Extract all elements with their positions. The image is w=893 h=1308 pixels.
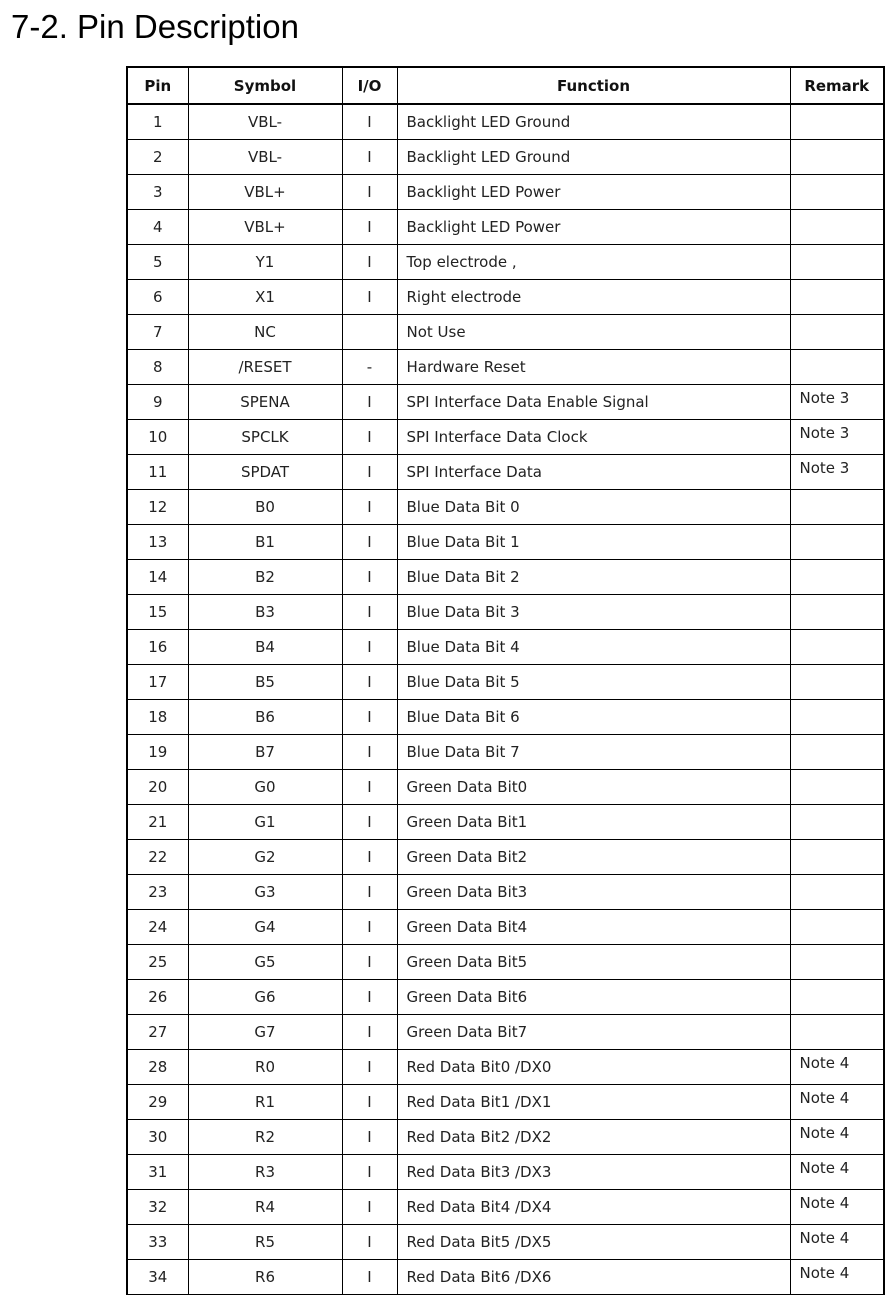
io-cell: I [342,735,397,770]
table-row [127,525,884,560]
io-cell: I [342,1155,397,1190]
remark-cell [790,1015,884,1050]
remark-cell [790,805,884,840]
io-cell: I [342,455,397,490]
pin-cell: 30 [127,1120,188,1155]
symbol-cell: G7 [188,1015,342,1050]
symbol-cell: NC [188,315,342,350]
io-cell: I [342,840,397,875]
symbol-cell: B7 [188,735,342,770]
pin-cell: 18 [127,700,188,735]
table-row [127,875,884,910]
pin-cell: 29 [127,1085,188,1120]
remark-cell [790,245,884,280]
remark-cell [790,210,884,245]
remark-cell [790,560,884,595]
io-cell: I [342,665,397,700]
pin-cell: 34 [127,1260,188,1295]
table-row [127,490,884,525]
table-row [127,350,884,385]
symbol-cell: SPDAT [188,455,342,490]
io-cell: I [342,945,397,980]
table-row [127,595,884,630]
remark-cell: Note 4 [790,1190,884,1225]
symbol-cell: VBL- [188,104,342,140]
table-row [127,315,884,350]
remark-cell [790,350,884,385]
pin-cell: 33 [127,1225,188,1260]
function-cell: Red Data Bit4 /DX4 [397,1190,790,1225]
remark-cell: Note 3 [790,420,884,455]
table-row [127,735,884,770]
io-cell: I [342,595,397,630]
io-cell: I [342,560,397,595]
function-cell: SPI Interface Data Clock [397,420,790,455]
function-cell: Not Use [397,315,790,350]
function-cell: Red Data Bit1 /DX1 [397,1085,790,1120]
io-cell: I [342,525,397,560]
symbol-cell: G4 [188,910,342,945]
symbol-cell: VBL+ [188,210,342,245]
symbol-cell: /RESET [188,350,342,385]
table-row [127,770,884,805]
remark-cell: Note 4 [790,1225,884,1260]
io-cell: I [342,104,397,140]
pin-cell: 12 [127,490,188,525]
io-cell: I [342,210,397,245]
symbol-cell: R2 [188,1120,342,1155]
io-cell: I [342,280,397,315]
table-row [127,420,884,455]
function-cell: SPI Interface Data Enable Signal [397,385,790,420]
io-cell: I [342,175,397,210]
pin-description-table [126,66,885,1295]
remark-cell [790,175,884,210]
table-body [127,104,884,1295]
symbol-cell: R4 [188,1190,342,1225]
symbol-cell: G2 [188,840,342,875]
function-cell: SPI Interface Data [397,455,790,490]
remark-cell: Note 4 [790,1050,884,1085]
function-cell: Green Data Bit3 [397,875,790,910]
remark-cell: Note 4 [790,1155,884,1190]
header-row [127,67,884,104]
function-cell: Green Data Bit4 [397,910,790,945]
io-cell: I [342,630,397,665]
remark-cell [790,630,884,665]
table-row [127,1190,884,1225]
remark-cell [790,980,884,1015]
header-pin: Pin [127,67,188,104]
pin-cell: 11 [127,455,188,490]
function-cell: Red Data Bit5 /DX5 [397,1225,790,1260]
io-cell: I [342,1015,397,1050]
io-cell: I [342,385,397,420]
io-cell: I [342,1190,397,1225]
table-row [127,1155,884,1190]
symbol-cell: VBL- [188,140,342,175]
remark-cell: Note 4 [790,1120,884,1155]
symbol-cell: B4 [188,630,342,665]
function-cell: Green Data Bit2 [397,840,790,875]
function-cell: Backlight LED Power [397,175,790,210]
symbol-cell: R3 [188,1155,342,1190]
remark-cell [790,525,884,560]
remark-cell [790,490,884,525]
symbol-cell: B5 [188,665,342,700]
function-cell: Right electrode [397,280,790,315]
function-cell: Blue Data Bit 4 [397,630,790,665]
io-cell: I [342,1050,397,1085]
io-cell: I [342,245,397,280]
function-cell: Red Data Bit2 /DX2 [397,1120,790,1155]
symbol-cell: G5 [188,945,342,980]
pin-cell: 9 [127,385,188,420]
io-cell: I [342,875,397,910]
remark-cell [790,665,884,700]
remark-cell [790,875,884,910]
table-row [127,385,884,420]
pin-cell: 3 [127,175,188,210]
table-row [127,560,884,595]
symbol-cell: R5 [188,1225,342,1260]
table-row [127,280,884,315]
table-row [127,910,884,945]
pin-cell: 17 [127,665,188,700]
function-cell: Blue Data Bit 7 [397,735,790,770]
table-header [127,67,884,104]
function-cell: Top electrode , [397,245,790,280]
remark-cell [790,945,884,980]
pin-cell: 6 [127,280,188,315]
io-cell: I [342,1260,397,1295]
function-cell: Backlight LED Power [397,210,790,245]
remark-cell [790,280,884,315]
table-row [127,1260,884,1295]
pin-cell: 26 [127,980,188,1015]
symbol-cell: G3 [188,875,342,910]
pin-cell: 8 [127,350,188,385]
table-row [127,700,884,735]
header-function: Function [397,67,790,104]
io-cell: I [342,1225,397,1260]
function-cell: Red Data Bit3 /DX3 [397,1155,790,1190]
symbol-cell: G0 [188,770,342,805]
pin-cell: 23 [127,875,188,910]
io-cell: I [342,770,397,805]
remark-cell [790,735,884,770]
table-row [127,245,884,280]
io-cell: - [342,350,397,385]
symbol-cell: G1 [188,805,342,840]
table-row [127,104,884,140]
remark-cell [790,315,884,350]
function-cell: Hardware Reset [397,350,790,385]
symbol-cell: VBL+ [188,175,342,210]
symbol-cell: R0 [188,1050,342,1085]
function-cell: Red Data Bit6 /DX6 [397,1260,790,1295]
io-cell: I [342,980,397,1015]
pin-cell: 19 [127,735,188,770]
remark-cell [790,700,884,735]
symbol-cell: X1 [188,280,342,315]
symbol-cell: Y1 [188,245,342,280]
function-cell: Green Data Bit6 [397,980,790,1015]
symbol-cell: B6 [188,700,342,735]
symbol-cell: R1 [188,1085,342,1120]
table-row [127,980,884,1015]
pin-cell: 32 [127,1190,188,1225]
pin-cell: 14 [127,560,188,595]
function-cell: Red Data Bit0 /DX0 [397,1050,790,1085]
pin-cell: 27 [127,1015,188,1050]
table-row [127,210,884,245]
symbol-cell: R6 [188,1260,342,1295]
function-cell: Green Data Bit0 [397,770,790,805]
io-cell [342,315,397,350]
remark-cell: Note 3 [790,455,884,490]
io-cell: I [342,910,397,945]
pin-cell: 2 [127,140,188,175]
table-row [127,840,884,875]
page-title: 7-2. Pin Description [11,8,299,45]
io-cell: I [342,490,397,525]
pin-cell: 13 [127,525,188,560]
remark-cell [790,770,884,805]
remark-cell [790,595,884,630]
symbol-cell: B0 [188,490,342,525]
symbol-cell: SPCLK [188,420,342,455]
pin-cell: 28 [127,1050,188,1085]
table-row [127,630,884,665]
io-cell: I [342,700,397,735]
table-row [127,665,884,700]
symbol-cell: SPENA [188,385,342,420]
pin-cell: 10 [127,420,188,455]
remark-cell: Note 4 [790,1085,884,1120]
symbol-cell: B3 [188,595,342,630]
pin-cell: 1 [127,104,188,140]
io-cell: I [342,1085,397,1120]
table-row [127,140,884,175]
pin-cell: 24 [127,910,188,945]
symbol-cell: G6 [188,980,342,1015]
symbol-cell: B2 [188,560,342,595]
function-cell: Green Data Bit1 [397,805,790,840]
pin-cell: 25 [127,945,188,980]
remark-cell: Note 3 [790,385,884,420]
pin-cell: 21 [127,805,188,840]
table-row [127,945,884,980]
symbol-cell: B1 [188,525,342,560]
remark-cell: Note 4 [790,1260,884,1295]
header-symbol: Symbol [188,67,342,104]
function-cell: Backlight LED Ground [397,140,790,175]
pin-cell: 7 [127,315,188,350]
table-row [127,1015,884,1050]
table-row [127,455,884,490]
function-cell: Green Data Bit5 [397,945,790,980]
remark-cell [790,104,884,140]
pin-cell: 4 [127,210,188,245]
table-row [127,1120,884,1155]
pin-cell: 5 [127,245,188,280]
io-cell: I [342,140,397,175]
function-cell: Blue Data Bit 0 [397,490,790,525]
io-cell: I [342,1120,397,1155]
table-row [127,1225,884,1260]
function-cell: Green Data Bit7 [397,1015,790,1050]
pin-cell: 22 [127,840,188,875]
function-cell: Backlight LED Ground [397,104,790,140]
table-row [127,1050,884,1085]
function-cell: Blue Data Bit 1 [397,525,790,560]
io-cell: I [342,805,397,840]
function-cell: Blue Data Bit 6 [397,700,790,735]
pin-cell: 15 [127,595,188,630]
function-cell: Blue Data Bit 2 [397,560,790,595]
table-row [127,1085,884,1120]
io-cell: I [342,420,397,455]
pin-cell: 31 [127,1155,188,1190]
header-io: I/O [342,67,397,104]
table-row [127,805,884,840]
remark-cell [790,910,884,945]
remark-cell [790,840,884,875]
function-cell: Blue Data Bit 5 [397,665,790,700]
pin-cell: 20 [127,770,188,805]
pin-cell: 16 [127,630,188,665]
remark-cell [790,140,884,175]
header-remark: Remark [790,67,884,104]
function-cell: Blue Data Bit 3 [397,595,790,630]
table-row [127,175,884,210]
